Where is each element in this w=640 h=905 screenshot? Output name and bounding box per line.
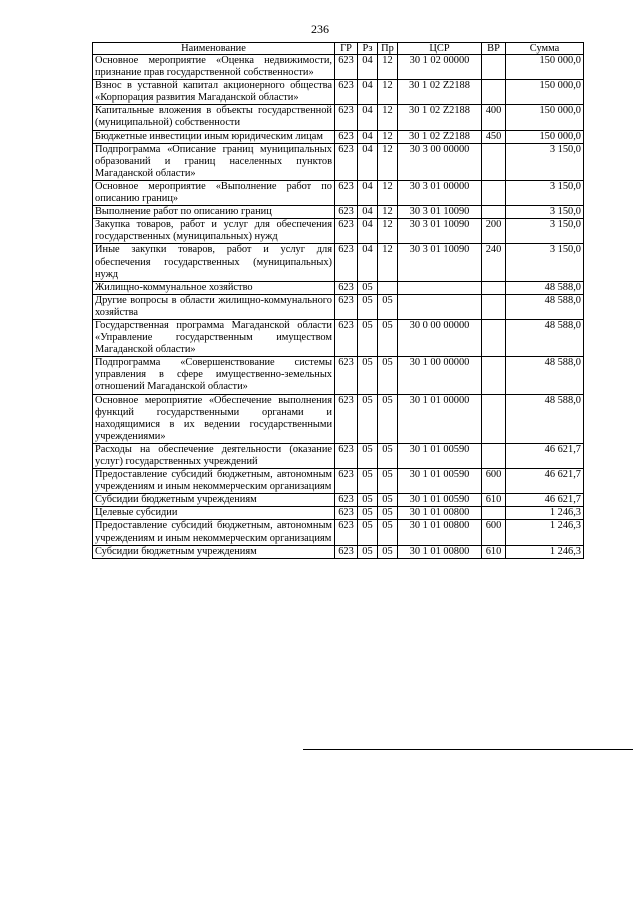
row-rz-cell: 04 xyxy=(358,219,378,244)
row-pr-cell: 05 xyxy=(378,357,398,394)
row-vr-cell xyxy=(482,143,506,180)
table-header-row xyxy=(93,43,584,55)
row-sum-cell: 48 588,0 xyxy=(506,394,584,443)
row-gr-cell: 623 xyxy=(335,55,358,80)
table-row xyxy=(93,394,584,443)
row-name-cell: Предоставление субсидий бюджетным, автономным учреждениям и иным некоммерческим организациям xyxy=(93,469,335,494)
row-pr-cell: 12 xyxy=(378,219,398,244)
row-name-cell: Целевые субсидии xyxy=(93,507,335,520)
row-sum-cell: 46 621,7 xyxy=(506,494,584,507)
row-vr-cell xyxy=(482,357,506,394)
table-row xyxy=(93,294,584,319)
row-csr-cell: 30 0 00 00000 xyxy=(398,319,482,356)
row-name-cell: Иные закупки товаров, работ и услуг для обеспечения государственных (муниципальных) нужд xyxy=(93,244,335,281)
row-gr-cell: 623 xyxy=(335,469,358,494)
row-vr-cell xyxy=(482,319,506,356)
row-pr-cell: 05 xyxy=(378,394,398,443)
row-csr-cell: 30 1 01 00590 xyxy=(398,443,482,468)
row-csr-cell xyxy=(398,281,482,294)
row-rz-cell: 05 xyxy=(358,394,378,443)
row-csr-cell: 30 1 02 00000 xyxy=(398,55,482,80)
row-rz-cell: 05 xyxy=(358,494,378,507)
table-row xyxy=(93,494,584,507)
row-vr-cell xyxy=(482,294,506,319)
row-name-cell: Подпрограмма «Описание границ муниципальных образований и границ населенных пунктов Магаданской области» xyxy=(93,143,335,180)
row-name-cell: Основное мероприятие «Выполнение работ по описанию границ» xyxy=(93,180,335,205)
bottom-rule xyxy=(303,749,633,750)
row-rz-cell: 04 xyxy=(358,180,378,205)
table-row xyxy=(93,469,584,494)
row-name-cell: Жилищно-коммунальное хозяйство xyxy=(93,281,335,294)
table-row xyxy=(93,319,584,356)
row-gr-cell: 623 xyxy=(335,130,358,143)
row-rz-cell: 04 xyxy=(358,143,378,180)
header-gr: ГР xyxy=(335,43,358,55)
row-name-cell: Капитальные вложения в объекты государственной (муниципальной) собственности xyxy=(93,105,335,130)
row-gr-cell: 623 xyxy=(335,319,358,356)
row-csr-cell: 30 1 01 00000 xyxy=(398,394,482,443)
table-row xyxy=(93,130,584,143)
row-pr-cell: 12 xyxy=(378,244,398,281)
row-pr-cell: 05 xyxy=(378,520,398,545)
row-vr-cell: 600 xyxy=(482,469,506,494)
row-vr-cell xyxy=(482,394,506,443)
row-rz-cell: 05 xyxy=(358,294,378,319)
row-pr-cell: 12 xyxy=(378,130,398,143)
row-gr-cell: 623 xyxy=(335,294,358,319)
row-name-cell: Подпрограмма «Совершенствование системы управления в сфере имущественно-земельных отношений Магаданской области» xyxy=(93,357,335,394)
row-vr-cell: 240 xyxy=(482,244,506,281)
row-gr-cell: 623 xyxy=(335,494,358,507)
row-gr-cell: 623 xyxy=(335,520,358,545)
row-pr-cell: 12 xyxy=(378,105,398,130)
row-gr-cell: 623 xyxy=(335,143,358,180)
row-rz-cell: 04 xyxy=(358,206,378,219)
row-gr-cell: 623 xyxy=(335,357,358,394)
row-rz-cell: 05 xyxy=(358,469,378,494)
table-row xyxy=(93,357,584,394)
row-sum-cell: 3 150,0 xyxy=(506,206,584,219)
row-name-cell: Бюджетные инвестиции иным юридическим лицам xyxy=(93,130,335,143)
header-pr: Пр xyxy=(378,43,398,55)
row-csr-cell: 30 3 00 00000 xyxy=(398,143,482,180)
row-gr-cell: 623 xyxy=(335,507,358,520)
row-rz-cell: 05 xyxy=(358,507,378,520)
row-rz-cell: 04 xyxy=(358,55,378,80)
row-sum-cell: 150 000,0 xyxy=(506,130,584,143)
row-vr-cell: 400 xyxy=(482,105,506,130)
row-name-cell: Государственная программа Магаданской области «Управление государственным имуществом Магаданской области» xyxy=(93,319,335,356)
row-sum-cell: 1 246,3 xyxy=(506,507,584,520)
row-csr-cell: 30 1 02 Z2188 xyxy=(398,130,482,143)
row-sum-cell: 150 000,0 xyxy=(506,105,584,130)
row-pr-cell: 05 xyxy=(378,469,398,494)
header-name: Наименование xyxy=(93,43,335,55)
row-sum-cell: 1 246,3 xyxy=(506,520,584,545)
row-rz-cell: 04 xyxy=(358,244,378,281)
row-pr-cell: 05 xyxy=(378,294,398,319)
row-name-cell: Субсидии бюджетным учреждениям xyxy=(93,545,335,558)
budget-table xyxy=(92,42,584,559)
row-rz-cell: 05 xyxy=(358,520,378,545)
row-pr-cell: 05 xyxy=(378,507,398,520)
row-sum-cell: 46 621,7 xyxy=(506,443,584,468)
table-row xyxy=(93,180,584,205)
row-gr-cell: 623 xyxy=(335,105,358,130)
table-row xyxy=(93,219,584,244)
table-row xyxy=(93,80,584,105)
page-number: 236 xyxy=(311,22,329,36)
row-csr-cell: 30 3 01 10090 xyxy=(398,244,482,281)
row-sum-cell: 48 588,0 xyxy=(506,357,584,394)
table-row xyxy=(93,281,584,294)
table-row xyxy=(93,206,584,219)
row-name-cell: Другие вопросы в области жилищно-коммунального хозяйства xyxy=(93,294,335,319)
header-rz: Рз xyxy=(358,43,378,55)
row-pr-cell: 05 xyxy=(378,494,398,507)
header-csr: ЦСР xyxy=(398,43,482,55)
row-vr-cell: 610 xyxy=(482,545,506,558)
row-name-cell: Субсидии бюджетным учреждениям xyxy=(93,494,335,507)
row-name-cell: Закупка товаров, работ и услуг для обеспечения государственных (муниципальных) нужд xyxy=(93,219,335,244)
table-row xyxy=(93,143,584,180)
row-sum-cell: 48 588,0 xyxy=(506,294,584,319)
row-vr-cell: 600 xyxy=(482,520,506,545)
row-csr-cell: 30 3 01 10090 xyxy=(398,206,482,219)
row-pr-cell: 05 xyxy=(378,545,398,558)
row-vr-cell xyxy=(482,180,506,205)
table-row xyxy=(93,507,584,520)
row-vr-cell xyxy=(482,206,506,219)
row-csr-cell: 30 3 01 00000 xyxy=(398,180,482,205)
row-name-cell: Основное мероприятие «Оценка недвижимости, признание прав государственной собственности» xyxy=(93,55,335,80)
row-csr-cell: 30 1 01 00800 xyxy=(398,520,482,545)
row-gr-cell: 623 xyxy=(335,244,358,281)
row-gr-cell: 623 xyxy=(335,443,358,468)
row-sum-cell: 1 246,3 xyxy=(506,545,584,558)
row-csr-cell: 30 1 01 00590 xyxy=(398,469,482,494)
row-rz-cell: 05 xyxy=(358,545,378,558)
table-row xyxy=(93,443,584,468)
row-name-cell: Взнос в уставной капитал акционерного общества «Корпорация развития Магаданской области» xyxy=(93,80,335,105)
row-pr-cell: 05 xyxy=(378,319,398,356)
header-vr: ВР xyxy=(482,43,506,55)
row-csr-cell: 30 1 02 Z2188 xyxy=(398,105,482,130)
table-row xyxy=(93,105,584,130)
table-row xyxy=(93,244,584,281)
row-vr-cell xyxy=(482,55,506,80)
row-sum-cell: 150 000,0 xyxy=(506,80,584,105)
row-pr-cell: 12 xyxy=(378,55,398,80)
row-name-cell: Основное мероприятие «Обеспечение выполнения функций государственными органами и находящимися в их ведении государственными учреждениями» xyxy=(93,394,335,443)
row-sum-cell: 46 621,7 xyxy=(506,469,584,494)
row-rz-cell: 04 xyxy=(358,130,378,143)
row-sum-cell: 150 000,0 xyxy=(506,55,584,80)
row-gr-cell: 623 xyxy=(335,80,358,105)
row-rz-cell: 05 xyxy=(358,319,378,356)
row-vr-cell xyxy=(482,80,506,105)
row-pr-cell: 05 xyxy=(378,443,398,468)
row-gr-cell: 623 xyxy=(335,180,358,205)
row-name-cell: Предоставление субсидий бюджетным, автономным учреждениям и иным некоммерческим организациям xyxy=(93,520,335,545)
row-gr-cell: 623 xyxy=(335,206,358,219)
row-csr-cell: 30 1 01 00800 xyxy=(398,507,482,520)
row-csr-cell: 30 1 00 00000 xyxy=(398,357,482,394)
table-row xyxy=(93,55,584,80)
row-sum-cell: 48 588,0 xyxy=(506,281,584,294)
row-rz-cell: 04 xyxy=(358,105,378,130)
row-pr-cell: 12 xyxy=(378,180,398,205)
row-vr-cell xyxy=(482,281,506,294)
row-rz-cell: 05 xyxy=(358,357,378,394)
row-gr-cell: 623 xyxy=(335,545,358,558)
row-sum-cell: 3 150,0 xyxy=(506,143,584,180)
row-rz-cell: 04 xyxy=(358,80,378,105)
row-sum-cell: 3 150,0 xyxy=(506,244,584,281)
row-vr-cell xyxy=(482,507,506,520)
row-vr-cell: 200 xyxy=(482,219,506,244)
row-csr-cell: 30 3 01 10090 xyxy=(398,219,482,244)
row-csr-cell: 30 1 01 00800 xyxy=(398,545,482,558)
row-csr-cell xyxy=(398,294,482,319)
row-pr-cell: 12 xyxy=(378,143,398,180)
row-gr-cell: 623 xyxy=(335,281,358,294)
row-rz-cell: 05 xyxy=(358,281,378,294)
table-body xyxy=(93,55,584,559)
row-name-cell: Выполнение работ по описанию границ xyxy=(93,206,335,219)
row-name-cell: Расходы на обеспечение деятельности (оказание услуг) государственных учреждений xyxy=(93,443,335,468)
row-csr-cell: 30 1 01 00590 xyxy=(398,494,482,507)
header-sum: Сумма xyxy=(506,43,584,55)
row-gr-cell: 623 xyxy=(335,394,358,443)
row-pr-cell: 12 xyxy=(378,206,398,219)
row-sum-cell: 3 150,0 xyxy=(506,219,584,244)
row-rz-cell: 05 xyxy=(358,443,378,468)
row-sum-cell: 3 150,0 xyxy=(506,180,584,205)
row-vr-cell xyxy=(482,443,506,468)
table-row xyxy=(93,520,584,545)
row-vr-cell: 450 xyxy=(482,130,506,143)
row-pr-cell: 12 xyxy=(378,80,398,105)
row-vr-cell: 610 xyxy=(482,494,506,507)
row-sum-cell: 48 588,0 xyxy=(506,319,584,356)
row-pr-cell xyxy=(378,281,398,294)
table-row xyxy=(93,545,584,558)
row-csr-cell: 30 1 02 Z2188 xyxy=(398,80,482,105)
row-gr-cell: 623 xyxy=(335,219,358,244)
